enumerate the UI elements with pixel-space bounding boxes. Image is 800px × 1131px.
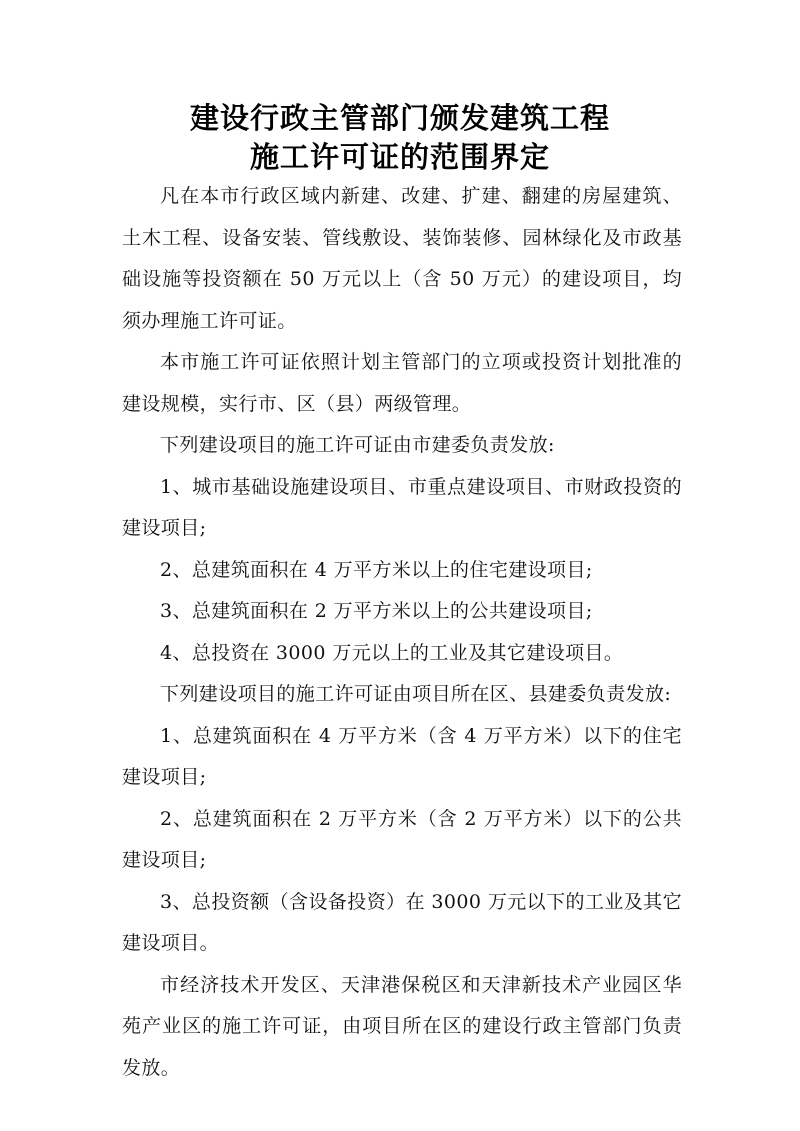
list-item-city-1: 1、城市基础设施建设项目、市重点建设项目、市财政投资的建设项目; (122, 475, 682, 539)
document-title-line-1: 建设行政主管部门颁发建筑工程 (189, 101, 610, 135)
list-item-district-2: 2、总建筑面积在 2 万平方米（含 2 万平方米）以下的公共建设项目; (122, 807, 682, 871)
paragraph-special-zones: 市经济技术开发区、天津港保税区和天津新技术产业园区华苑产业区的施工许可证，由项目所在区的建设行政主管部门负责发放。 (122, 973, 682, 1079)
paragraph-district-heading: 下列建设项目的施工许可证由项目所在区、县建委负责发放: (160, 683, 672, 705)
document-body (122, 176, 682, 1089)
list-item-district-1: 1、总建筑面积在 4 万平方米（含 4 万平方米）以下的住宅建设项目; (122, 724, 682, 788)
list-item-city-2: 2、总建筑面积在 4 万平方米以上的住宅建设项目; (160, 558, 593, 581)
paragraph-city-heading: 下列建设项目的施工许可证由市建委负责发放: (160, 434, 555, 456)
list-item-district-3: 3、总投资额（含设备投资）在 3000 万元以下的工业及其它建设项目。 (122, 890, 682, 954)
document-title-line-2: 施工许可证的范围界定 (249, 140, 550, 174)
list-item-city-3: 3、总建筑面积在 2 万平方米以上的公共建设项目; (160, 600, 593, 622)
list-item-city-4: 4、总投资在 3000 万元以上的工业及其它建设项目。 (160, 641, 624, 664)
paragraph-management: 本市施工许可证依照计划主管部门的立项或投资计划批准的建设规模，实行市、区（县）两级管理。 (122, 351, 682, 415)
paragraph-scope: 凡在本市行政区域内新建、改建、扩建、翻建的房屋建筑、土木工程、设备安装、管线敷设、装饰装修、园林绿化及市政基础设施等投资额在 50 万元以上（含 50 万元）的建设项目，均须办理施工许可证。 (122, 185, 682, 332)
